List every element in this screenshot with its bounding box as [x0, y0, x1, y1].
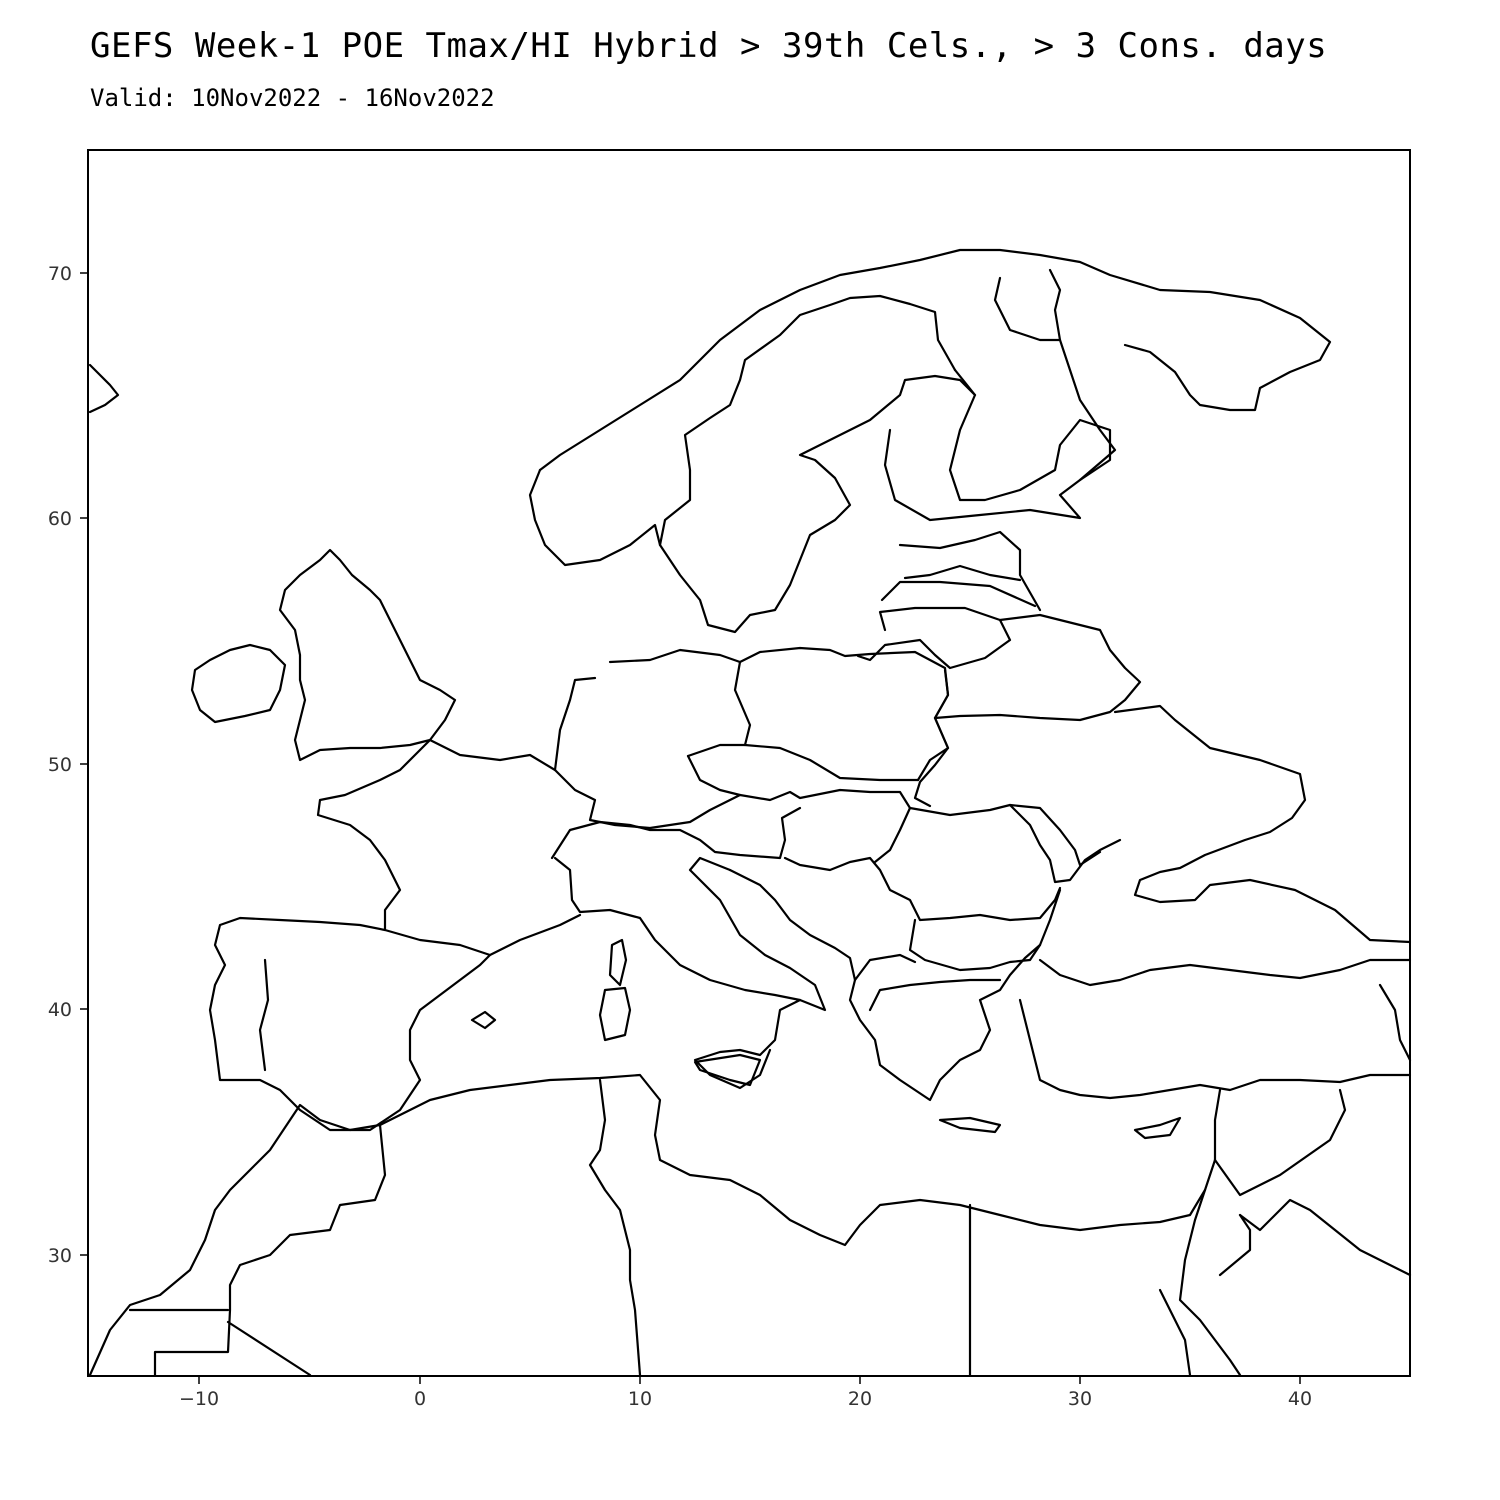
- y-axis: [48, 263, 88, 1267]
- scandinavia-coast: [540, 250, 1330, 470]
- x-tick-label: 10: [627, 1388, 653, 1410]
- map-title: GEFS Week-1 POE Tmax/HI Hybrid > 39th Cels., > 3 Cons. days: [90, 26, 1328, 66]
- mallorca: [472, 1012, 495, 1028]
- map-frame: [88, 150, 1410, 1376]
- sardinia: [600, 988, 630, 1040]
- y-tick-label: 50: [47, 754, 72, 776]
- corsica: [610, 940, 626, 985]
- x-tick-label: 20: [847, 1388, 873, 1410]
- valid-period: Valid: 10Nov2022 - 16Nov2022: [90, 84, 495, 112]
- y-tick-label: 30: [47, 1245, 72, 1267]
- x-tick-label: 40: [1287, 1388, 1313, 1410]
- coastlines-and-borders: [90, 250, 1410, 1375]
- iceland-edge: [90, 365, 118, 412]
- x-tick-label: 0: [413, 1388, 427, 1410]
- crete: [940, 1118, 1000, 1132]
- y-tick-label: 40: [47, 999, 72, 1021]
- x-axis: [179, 1376, 1312, 1410]
- x-tick-label: 30: [1067, 1388, 1093, 1410]
- y-tick-label: 70: [47, 263, 72, 285]
- x-tick-label: −10: [178, 1388, 220, 1410]
- y-tick-label: 60: [47, 508, 72, 530]
- cyprus: [1135, 1118, 1180, 1138]
